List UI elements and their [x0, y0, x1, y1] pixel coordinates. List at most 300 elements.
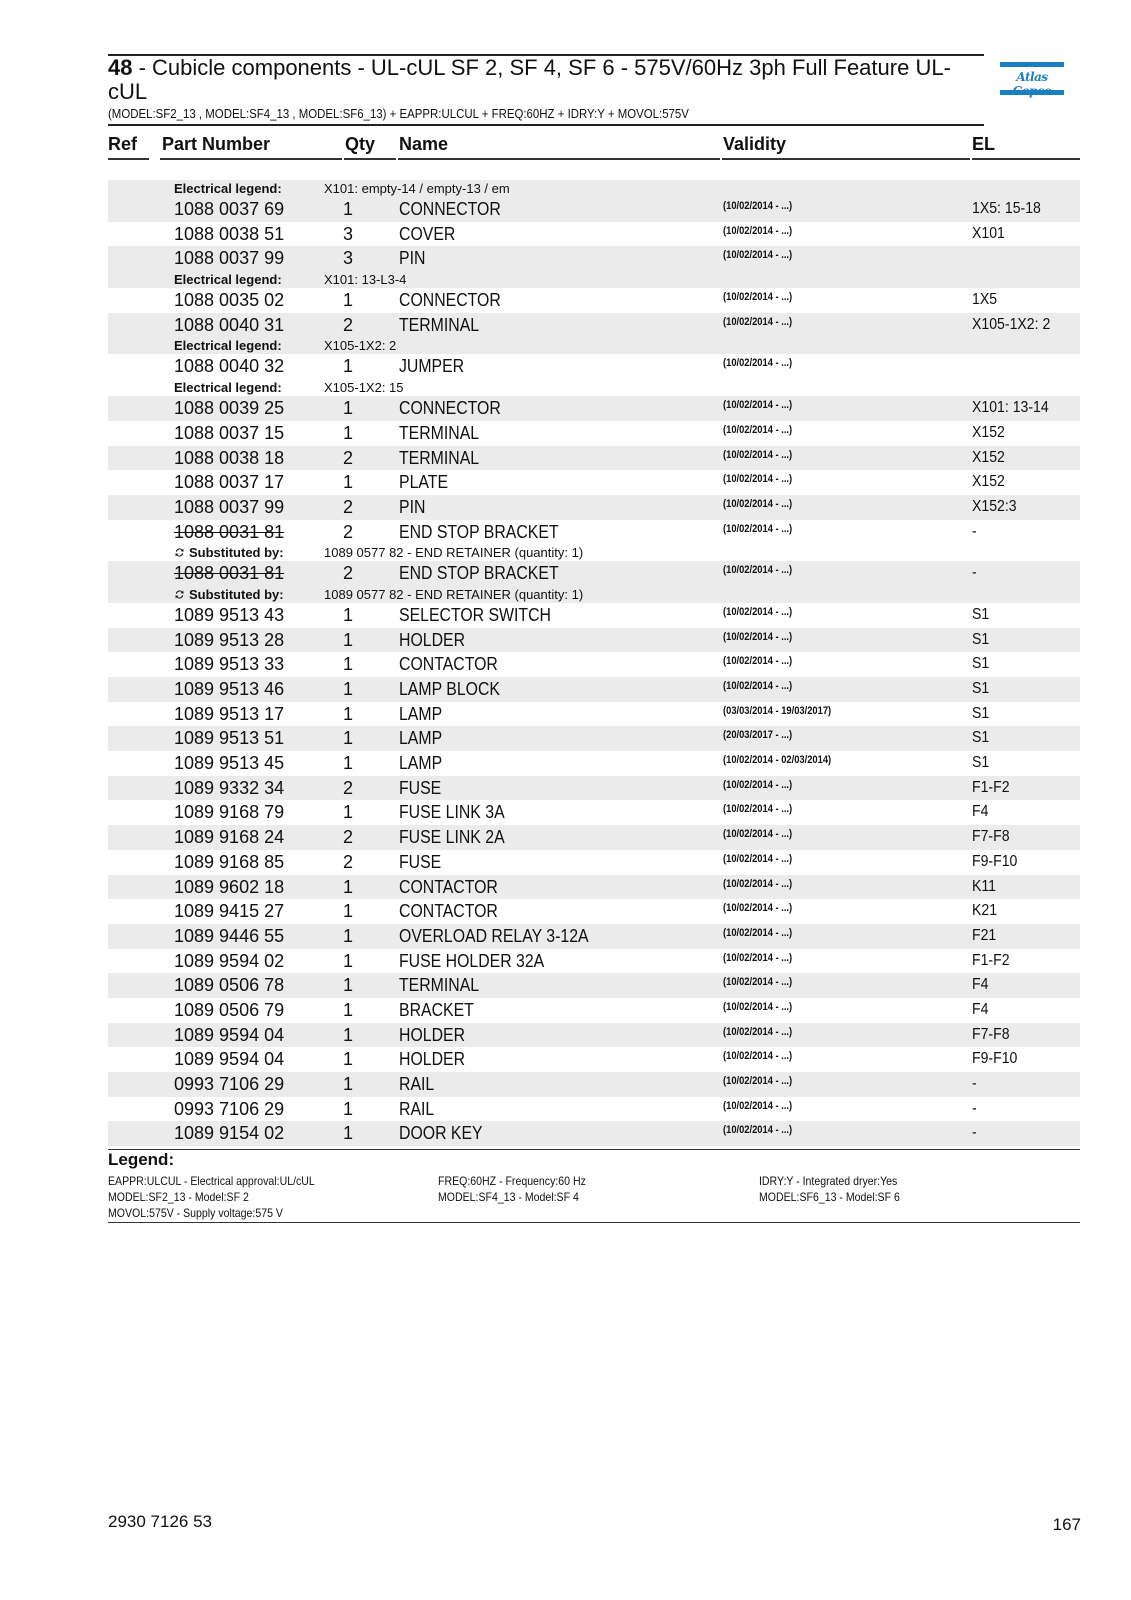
- part-name: HOLDER: [399, 1049, 466, 1070]
- electrical-legend-value: X105-1X2: 15: [324, 380, 404, 396]
- validity-range: (10/02/2014 - ...): [723, 1050, 793, 1063]
- quantity: 1: [342, 1074, 353, 1094]
- part-name: JUMPER: [399, 356, 465, 377]
- part-row-main: [108, 899, 1080, 924]
- part-row-main: [108, 751, 1080, 776]
- electrical-reference: -: [972, 1099, 977, 1117]
- electrical-legend-value: X101: empty-14 / empty-13 / em: [324, 181, 510, 196]
- part-number: 1089 0506 78: [174, 975, 285, 996]
- validity-range: (10/02/2014 - ...): [723, 803, 793, 816]
- part-row-main: [108, 875, 1080, 900]
- quantity: 1: [342, 356, 353, 377]
- part-number: 1089 9513 28: [174, 629, 285, 650]
- electrical-reference: X152: [972, 448, 1005, 466]
- electrical-reference: F7-F8: [972, 1025, 1010, 1043]
- part-number: 1088 0040 32: [174, 356, 285, 377]
- table-row[interactable]: [108, 495, 1080, 520]
- model-filter-subtitle: (MODEL:SF2_13 , MODEL:SF4_13 , MODEL:SF6_13) + EAPPR:ULCUL + FREQ:60HZ + IDRY:Y + MOVOL:575V: [108, 106, 689, 121]
- validity-range: (10/02/2014 - ...): [723, 902, 793, 915]
- substitute-icon: [174, 589, 185, 600]
- logo-text: Atlas: [1016, 70, 1048, 84]
- part-number: 1088 0037 17: [174, 472, 285, 493]
- quantity: 1: [342, 290, 353, 311]
- quantity: 1: [342, 901, 353, 922]
- table-row[interactable]: [108, 313, 1080, 355]
- electrical-reference: -: [972, 522, 977, 540]
- electrical-reference: S1: [972, 655, 990, 673]
- part-number: 1089 9513 17: [174, 703, 285, 724]
- part-row-main: [108, 776, 1080, 801]
- part-row-main: [108, 1121, 1080, 1146]
- part-name: RAIL: [399, 1098, 435, 1119]
- part-row-main: [108, 652, 1080, 677]
- electrical-reference: K21: [972, 902, 998, 920]
- electrical-legend-row: [108, 180, 1080, 197]
- part-row-main: [108, 1097, 1080, 1122]
- part-name: CONTACTOR: [399, 654, 498, 675]
- quantity: 2: [342, 496, 353, 517]
- table-row[interactable]: [108, 470, 1080, 495]
- logo-top-bar: [1000, 62, 1064, 67]
- part-number: 0993 7106 29: [174, 1074, 285, 1094]
- table-row[interactable]: [108, 1072, 1080, 1097]
- quantity: 2: [342, 314, 353, 335]
- part-number: 1088 0038 18: [174, 447, 285, 468]
- quantity: 2: [342, 777, 353, 798]
- electrical-legend-label: [174, 273, 282, 287]
- page-title: [108, 56, 968, 104]
- validity-range: (10/02/2014 - ...): [723, 778, 793, 791]
- electrical-legend-value: X101: 13-L3-4: [324, 272, 407, 288]
- validity-range: (10/02/2014 - ...): [723, 877, 793, 890]
- table-row[interactable]: [108, 288, 1080, 313]
- electrical-reference: S1: [972, 729, 990, 747]
- electrical-reference: X152: [972, 423, 1005, 441]
- column-header-qty: Qty: [345, 134, 376, 154]
- legend-item: MOVOL:575V - Supply voltage:575 V: [108, 1206, 283, 1220]
- part-row-main: [108, 446, 1080, 471]
- part-row-main: [108, 1047, 1080, 1072]
- validity-range: (10/02/2014 - ...): [723, 655, 793, 668]
- sub-label-text: Electrical legend:: [174, 338, 282, 354]
- quantity: 1: [342, 472, 353, 493]
- part-row-main: [108, 949, 1080, 974]
- substitute-part: 1089 0577 82 - END RETAINER (quantity: 1): [324, 586, 584, 602]
- part-row-main: [108, 222, 1080, 247]
- part-number: 1089 0506 79: [174, 999, 285, 1020]
- part-row-main: [108, 800, 1080, 825]
- logo-bottom-bar: [1000, 90, 1064, 95]
- electrical-reference: X152: [972, 473, 1005, 491]
- part-row-main: [108, 354, 1080, 379]
- part-row-main: [108, 924, 1080, 949]
- sub-label-text: Substituted by:: [189, 545, 284, 561]
- part-name: SELECTOR SWITCH: [399, 604, 551, 625]
- validity-range: (10/02/2014 - ...): [723, 564, 793, 577]
- column-rule-el: [972, 158, 1080, 160]
- validity-range: (10/02/2014 - ...): [723, 291, 793, 304]
- column-rule-ref: [108, 158, 149, 160]
- part-number: 1089 9594 04: [174, 1024, 285, 1045]
- electrical-reference: -: [972, 564, 977, 582]
- table-row[interactable]: [108, 180, 1080, 222]
- quantity: 1: [342, 629, 353, 650]
- electrical-legend-value: X105-1X2: 2: [324, 338, 397, 354]
- table-row[interactable]: [108, 396, 1080, 421]
- quantity: 1: [342, 422, 353, 443]
- part-name: CONNECTOR: [399, 290, 501, 311]
- part-row-main: [108, 470, 1080, 495]
- quantity: 2: [342, 851, 353, 872]
- column-header-validity: Validity: [723, 134, 787, 154]
- title-bottom-rule: [108, 124, 984, 126]
- table-row[interactable]: [108, 421, 1080, 446]
- validity-range: (10/02/2014 - ...): [723, 200, 793, 212]
- electrical-reference: F7-F8: [972, 828, 1010, 846]
- table-row[interactable]: [108, 702, 1080, 727]
- electrical-reference: X105-1X2: 2: [972, 315, 1051, 333]
- electrical-reference: F1-F2: [972, 778, 1010, 796]
- validity-range: (10/02/2014 - ...): [723, 473, 793, 486]
- table-row[interactable]: [108, 628, 1080, 653]
- part-number: 1089 9168 85: [174, 851, 285, 872]
- electrical-reference: F4: [972, 976, 989, 994]
- validity-range: (03/03/2014 - 19/03/2017): [723, 704, 832, 717]
- part-row-main: [108, 1072, 1080, 1097]
- part-number: 1088 0031 81: [174, 563, 285, 584]
- table-row[interactable]: [108, 1047, 1080, 1072]
- part-row-main: [108, 197, 1080, 222]
- validity-range: (10/02/2014 - ...): [723, 852, 793, 865]
- sub-label-text: Substituted by:: [189, 586, 284, 602]
- part-name: CONNECTOR: [399, 398, 501, 419]
- quantity: 1: [342, 1024, 353, 1045]
- part-name: HOLDER: [399, 629, 466, 650]
- part-row-main: [108, 561, 1080, 586]
- validity-range: (10/02/2014 - ...): [723, 522, 793, 535]
- part-row-main: [108, 421, 1080, 446]
- part-row-main: [108, 726, 1080, 751]
- part-number: 1089 9168 24: [174, 827, 285, 848]
- part-number: 1089 9446 55: [174, 925, 285, 946]
- part-number: 1089 9594 04: [174, 1049, 285, 1070]
- validity-range: (10/02/2014 - ...): [723, 399, 793, 412]
- sub-label-text: Electrical legend:: [174, 272, 282, 288]
- electrical-reference: S1: [972, 754, 990, 772]
- part-row-main: [108, 628, 1080, 653]
- part-number: 1088 0031 81: [174, 521, 285, 542]
- part-row-main: [108, 1023, 1080, 1048]
- part-number: 1089 9154 02: [174, 1123, 285, 1144]
- legend-item: EAPPR:ULCUL - Electrical approval:UL/cUL: [108, 1174, 315, 1188]
- validity-range: (10/02/2014 - ...): [723, 224, 793, 237]
- electrical-reference: 1X5: [972, 291, 998, 309]
- table-row[interactable]: [108, 446, 1080, 471]
- part-name: PIN: [399, 496, 426, 517]
- part-row-main: [108, 973, 1080, 998]
- validity-range: (10/02/2014 - ...): [723, 1124, 793, 1137]
- section-number: 48: [108, 55, 133, 80]
- table-row[interactable]: [108, 850, 1080, 875]
- electrical-reference: X101: 13-14: [972, 399, 1049, 417]
- column-rule-qty: [344, 158, 396, 160]
- quantity: 1: [342, 654, 353, 675]
- part-number: 1089 9594 02: [174, 950, 285, 971]
- page-number: 167: [1052, 1515, 1081, 1534]
- validity-range: (10/02/2014 - ...): [723, 423, 793, 436]
- electrical-reference: F9-F10: [972, 852, 1018, 870]
- legend-title: Legend:: [108, 1150, 175, 1169]
- validity-range: (10/02/2014 - ...): [723, 630, 793, 643]
- quantity: 1: [342, 950, 353, 971]
- electrical-legend-label: [174, 182, 282, 196]
- part-name: TERMINAL: [399, 314, 480, 335]
- quantity: 2: [342, 827, 353, 848]
- validity-range: (10/02/2014 - ...): [723, 1099, 793, 1112]
- part-name: END STOP BRACKET: [399, 521, 559, 542]
- sub-label-text: Electrical legend:: [174, 181, 282, 196]
- part-number: 1089 9513 43: [174, 604, 285, 625]
- electrical-reference: 1X5: 15-18: [972, 200, 1041, 217]
- legend-item: MODEL:SF6_13 - Model:SF 6: [759, 1190, 900, 1204]
- part-name: FUSE HOLDER 32A: [399, 950, 545, 971]
- quantity: 3: [342, 248, 353, 269]
- electrical-reference: K11: [972, 877, 997, 895]
- table-row[interactable]: [108, 751, 1080, 776]
- part-name: FUSE: [399, 777, 442, 798]
- table-row[interactable]: [108, 1023, 1080, 1048]
- column-rule-part-number: [160, 158, 342, 160]
- quantity: 1: [342, 398, 353, 419]
- validity-range: (10/02/2014 - ...): [723, 315, 793, 328]
- table-row[interactable]: [108, 825, 1080, 850]
- quantity: 1: [342, 999, 353, 1020]
- electrical-reference: F4: [972, 803, 989, 821]
- table-row[interactable]: [108, 949, 1080, 974]
- quantity: 1: [342, 1098, 353, 1119]
- table-row[interactable]: [108, 924, 1080, 949]
- legend-item: MODEL:SF2_13 - Model:SF 2: [108, 1190, 249, 1204]
- validity-range: (10/02/2014 - ...): [723, 976, 793, 989]
- part-name: TERMINAL: [399, 422, 480, 443]
- substitute-part: 1089 0577 82 - END RETAINER (quantity: 1): [324, 545, 584, 561]
- electrical-reference: X152:3: [972, 497, 1017, 515]
- validity-range: (10/02/2014 - ...): [723, 1025, 793, 1038]
- part-number: 1089 9513 46: [174, 679, 285, 699]
- part-name: FUSE LINK 2A: [399, 827, 505, 848]
- part-number: 1089 9415 27: [174, 901, 285, 922]
- part-name: HOLDER: [399, 1024, 466, 1045]
- table-row[interactable]: [108, 652, 1080, 677]
- section-title: - Cubicle components - UL-cUL SF 2, SF 4, SF 6 - 575V/60Hz 3ph Full Feature UL-cUL: [108, 55, 951, 104]
- part-name: LAMP: [399, 728, 443, 749]
- table-row[interactable]: [108, 561, 1080, 603]
- electrical-reference: S1: [972, 704, 990, 722]
- electrical-reference: -: [972, 1124, 977, 1142]
- quantity: 2: [342, 447, 353, 468]
- quantity: 1: [342, 703, 353, 724]
- part-name: TERMINAL: [399, 975, 480, 996]
- substitution-row: [108, 586, 1080, 603]
- legend-bottom-rule: [108, 1222, 1080, 1223]
- sub-label-text: Electrical legend:: [174, 380, 282, 396]
- part-number: 1089 9168 79: [174, 802, 285, 823]
- quantity: 1: [342, 753, 353, 774]
- quantity: 1: [342, 679, 353, 699]
- validity-range: (10/02/2014 - ...): [723, 926, 793, 939]
- validity-range: (10/02/2014 - ...): [723, 497, 793, 510]
- substituted-by-label: [174, 546, 284, 560]
- part-name: TERMINAL: [399, 447, 480, 468]
- part-name: CONTACTOR: [399, 876, 498, 897]
- quantity: 1: [342, 1049, 353, 1070]
- quantity: 2: [342, 563, 353, 584]
- substituted-by-label: [174, 588, 284, 602]
- quantity: 3: [342, 223, 353, 244]
- part-name: LAMP: [399, 703, 443, 724]
- part-number: 1088 0035 02: [174, 290, 285, 311]
- validity-range: (10/02/2014 - ...): [723, 1000, 793, 1013]
- document-number: 2930 7126 53: [108, 1512, 212, 1531]
- part-number: 1088 0037 15: [174, 422, 285, 443]
- quantity: 1: [342, 925, 353, 946]
- quantity: 1: [342, 802, 353, 823]
- table-row[interactable]: [108, 726, 1080, 751]
- electrical-legend-row: [108, 337, 1080, 354]
- column-header-ref: Ref: [108, 134, 138, 154]
- part-name: END STOP BRACKET: [399, 563, 559, 584]
- table-row[interactable]: [108, 677, 1080, 702]
- electrical-legend-label: [174, 339, 282, 353]
- validity-range: (10/02/2014 - 02/03/2014): [723, 754, 832, 767]
- part-row-main: [108, 825, 1080, 850]
- part-name: LAMP BLOCK: [399, 679, 500, 699]
- part-row-main: [108, 288, 1080, 313]
- part-number: 0993 7106 29: [174, 1098, 285, 1119]
- electrical-reference: F1-F2: [972, 951, 1010, 969]
- legend-item: IDRY:Y - Integrated dryer:Yes: [759, 1174, 898, 1188]
- part-row-main: [108, 702, 1080, 727]
- table-row[interactable]: [108, 973, 1080, 998]
- part-row-main: [108, 396, 1080, 421]
- table-row[interactable]: [108, 776, 1080, 801]
- part-name: DOOR KEY: [399, 1123, 483, 1144]
- table-row[interactable]: [108, 603, 1080, 628]
- part-row-main: [108, 246, 1080, 271]
- part-number: 1089 9513 51: [174, 728, 285, 749]
- quantity: 1: [342, 199, 353, 219]
- part-row-main: [108, 998, 1080, 1023]
- part-row-main: [108, 677, 1080, 702]
- validity-range: (10/02/2014 - ...): [723, 828, 793, 841]
- validity-range: (10/02/2014 - ...): [723, 680, 793, 692]
- table-row[interactable]: [108, 520, 1080, 562]
- validity-range: (20/03/2017 - ...): [723, 729, 793, 742]
- part-name: OVERLOAD RELAY 3-12A: [399, 925, 589, 946]
- part-number: 1088 0040 31: [174, 314, 285, 335]
- part-name: COVER: [399, 223, 456, 244]
- quantity: 1: [342, 604, 353, 625]
- part-row-main: [108, 603, 1080, 628]
- column-header-name: Name: [399, 134, 449, 154]
- table-row[interactable]: [108, 1121, 1080, 1146]
- electrical-reference: S1: [972, 630, 990, 648]
- quantity: 1: [342, 1123, 353, 1144]
- quantity: 1: [342, 876, 353, 897]
- table-row[interactable]: [108, 246, 1080, 288]
- electrical-legend-label: [174, 381, 282, 395]
- validity-range: (10/02/2014 - ...): [723, 951, 793, 964]
- table-row[interactable]: [108, 899, 1080, 924]
- parts-table: [108, 180, 1080, 1146]
- part-number: 1088 0037 69: [174, 199, 285, 219]
- validity-range: (10/02/2014 - ...): [723, 605, 793, 618]
- electrical-reference: -: [972, 1075, 977, 1092]
- table-row[interactable]: [108, 354, 1080, 396]
- part-row-main: [108, 520, 1080, 545]
- quantity: 1: [342, 975, 353, 996]
- electrical-legend-row: [108, 379, 1080, 396]
- column-header-part-number: Part Number: [162, 134, 271, 154]
- column-rule-validity: [722, 158, 970, 160]
- validity-range: (10/02/2014 - ...): [723, 357, 793, 370]
- electrical-reference: F21: [972, 926, 997, 944]
- electrical-reference: S1: [972, 605, 990, 623]
- quantity: 2: [342, 521, 353, 542]
- part-number: 1089 9513 33: [174, 654, 285, 675]
- electrical-reference: F9-F10: [972, 1050, 1018, 1068]
- part-number: 1089 9513 45: [174, 753, 285, 774]
- table-row[interactable]: [108, 875, 1080, 900]
- column-header-el: EL: [972, 134, 996, 154]
- table-row[interactable]: [108, 800, 1080, 825]
- part-name: LAMP: [399, 753, 443, 774]
- part-name: FUSE LINK 3A: [399, 802, 505, 823]
- part-number: 1088 0037 99: [174, 496, 285, 517]
- electrical-reference: S1: [972, 680, 990, 697]
- part-name: CONTACTOR: [399, 901, 498, 922]
- legend-top-rule: [108, 1149, 1080, 1150]
- substitution-row: [108, 544, 1080, 561]
- legend-item: MODEL:SF4_13 - Model:SF 4: [438, 1190, 579, 1204]
- table-row[interactable]: [108, 998, 1080, 1023]
- validity-range: (10/02/2014 - ...): [723, 249, 793, 262]
- electrical-legend-row: [108, 271, 1080, 288]
- column-rule-name: [398, 158, 720, 160]
- atlas-copco-logo: [1000, 62, 1064, 95]
- part-name: BRACKET: [399, 999, 474, 1020]
- validity-range: (10/02/2014 - ...): [723, 448, 793, 461]
- electrical-reference: F4: [972, 1000, 989, 1018]
- part-number: 1088 0039 25: [174, 398, 285, 419]
- table-row[interactable]: [108, 1097, 1080, 1122]
- quantity: 1: [342, 728, 353, 749]
- table-row[interactable]: [108, 222, 1080, 247]
- part-number: 1089 9602 18: [174, 876, 285, 897]
- part-number: 1088 0037 99: [174, 248, 285, 269]
- part-name: PIN: [399, 248, 426, 269]
- part-row-main: [108, 495, 1080, 520]
- part-name: FUSE: [399, 851, 442, 872]
- validity-range: (10/02/2014 - ...): [723, 1075, 793, 1087]
- part-name: PLATE: [399, 472, 449, 493]
- part-name: RAIL: [399, 1074, 435, 1094]
- part-row-main: [108, 850, 1080, 875]
- part-name: CONNECTOR: [399, 199, 501, 219]
- part-number: 1088 0038 51: [174, 223, 285, 244]
- legend-item: FREQ:60HZ - Frequency:60 Hz: [438, 1174, 586, 1188]
- part-number: 1089 9332 34: [174, 777, 285, 798]
